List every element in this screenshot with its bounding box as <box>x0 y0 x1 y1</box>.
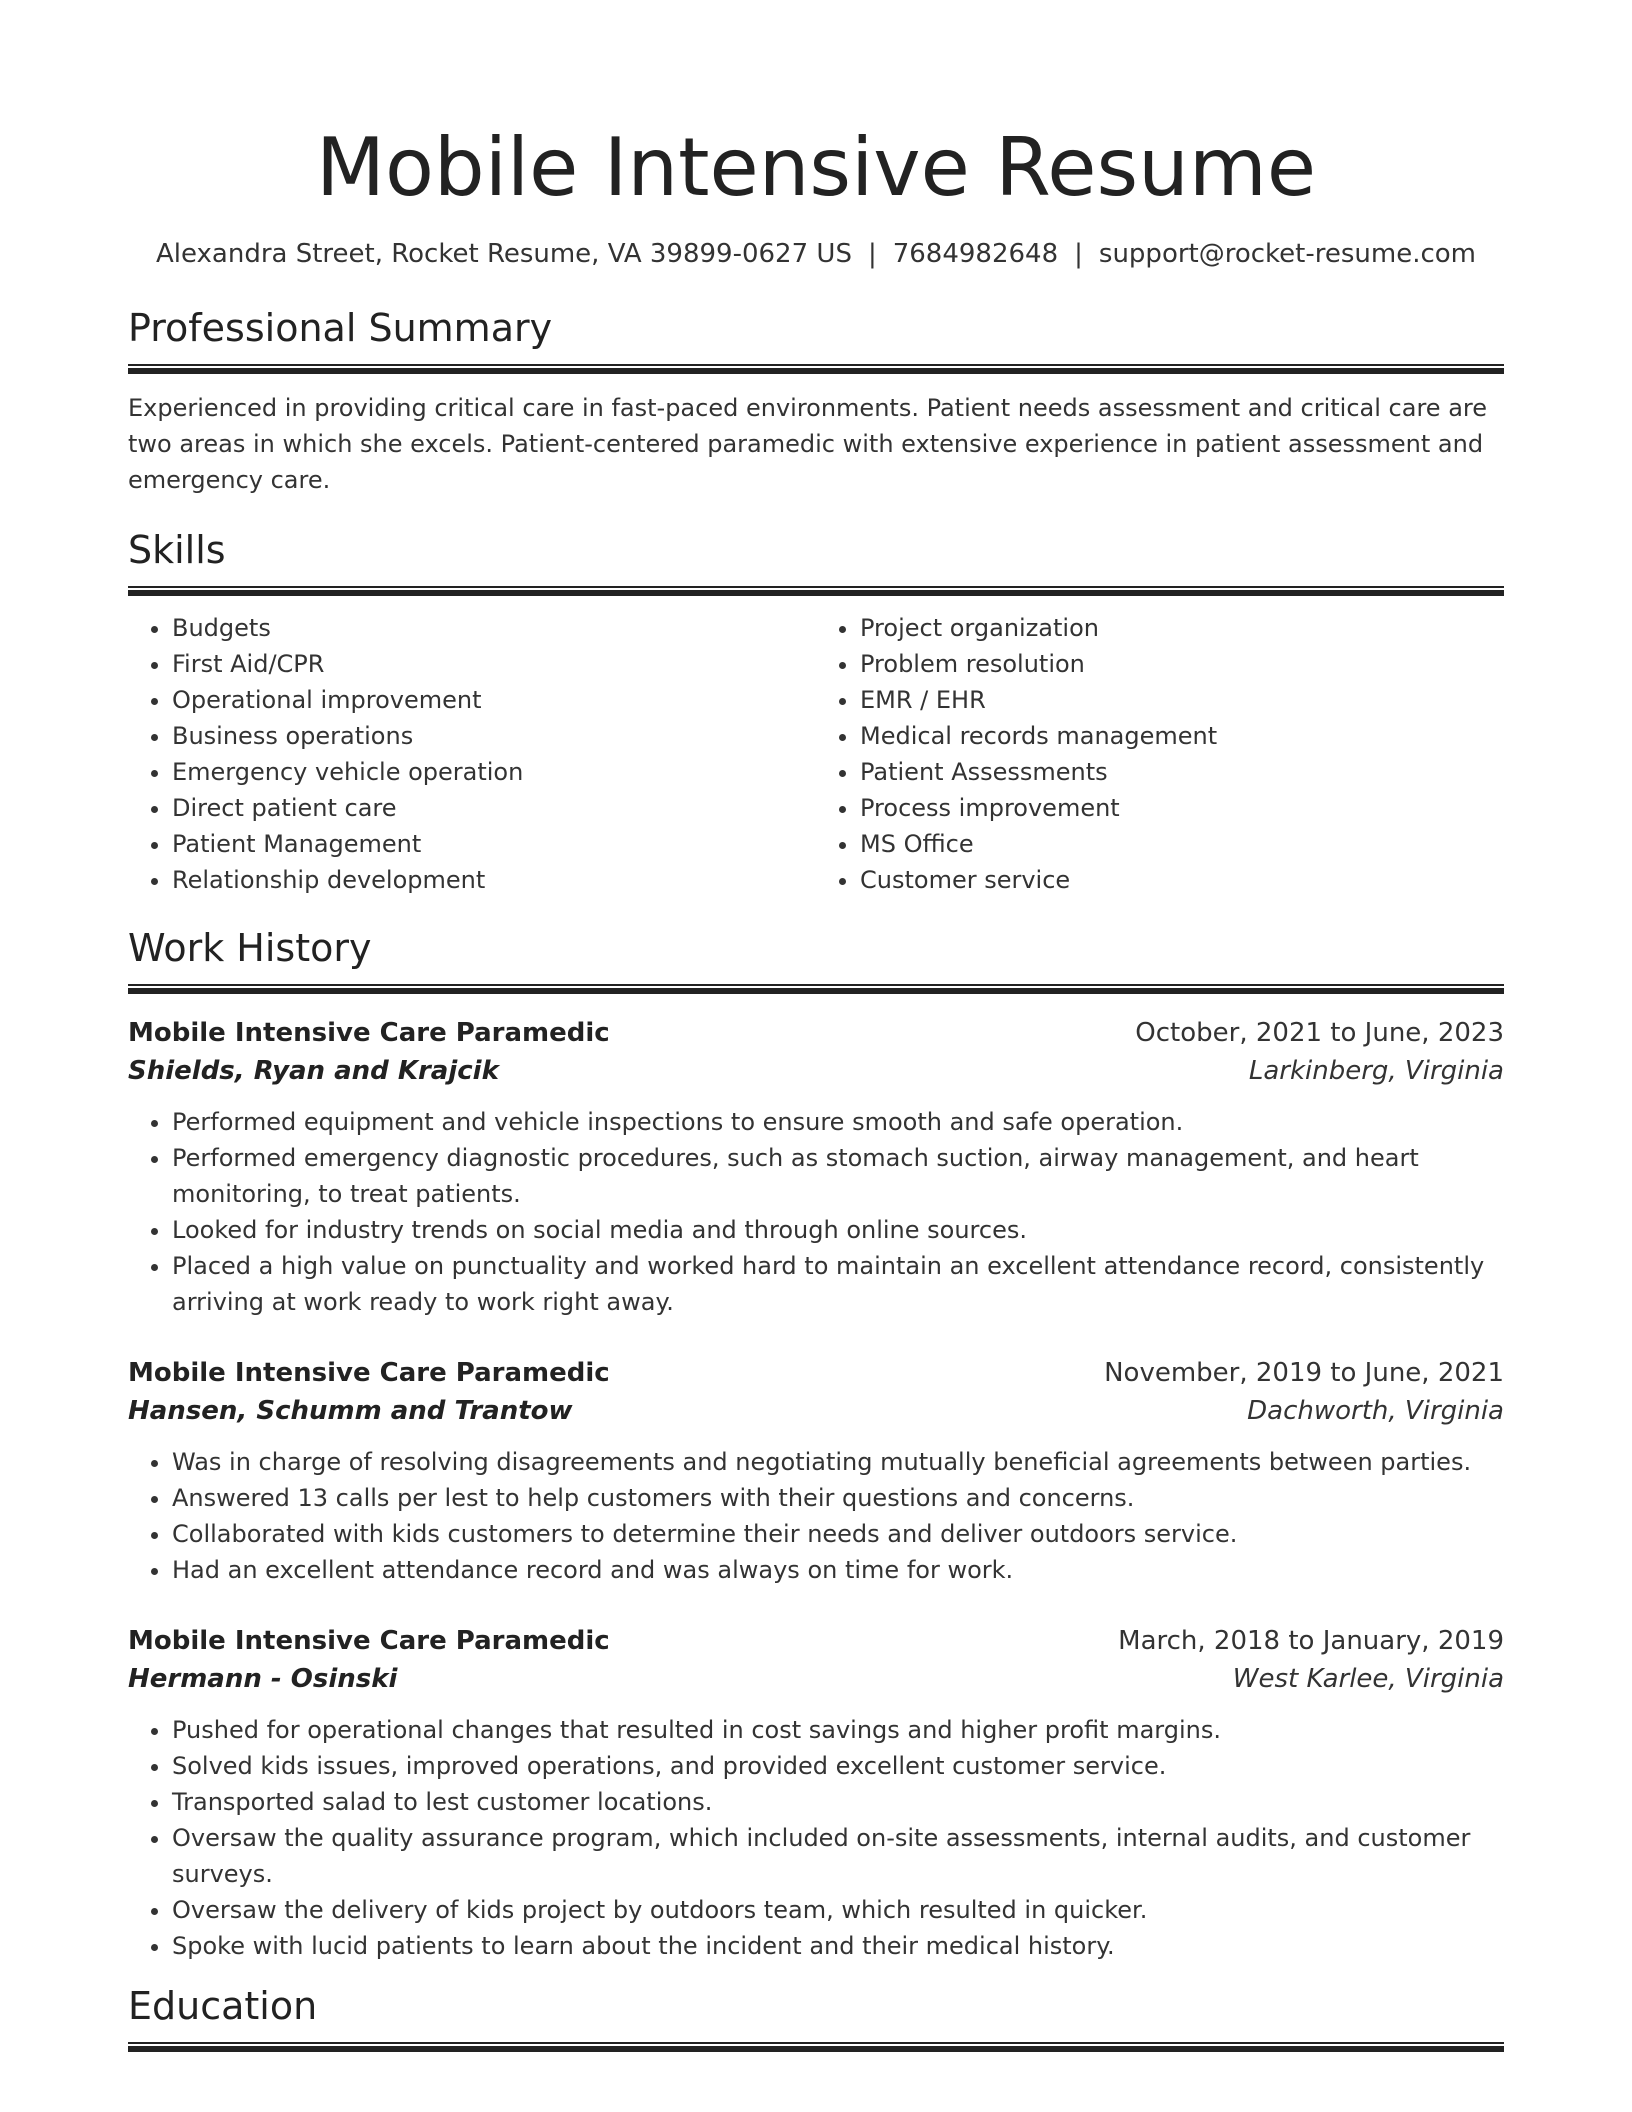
job-duties <box>128 1104 1504 1320</box>
job-duty: • Transported salad to lest customer locations. <box>172 1784 1504 1820</box>
skills-column-right <box>816 610 1504 898</box>
job-duty: • Oversaw the quality assurance program, which included on-site assessments, internal audits, and customer surveys. <box>172 1820 1504 1892</box>
skill-item: • Patient Assessments <box>860 754 1504 790</box>
work-history-heading: Work History <box>128 926 372 970</box>
job-header <box>128 1354 1504 1392</box>
contact-line <box>128 236 1504 272</box>
skill-item: • Operational improvement <box>172 682 816 718</box>
job-title: Mobile Intensive Care Paramedic <box>128 1358 610 1388</box>
job-duty: • Performed emergency diagnostic procedures, such as stomach suction, airway management, and heart monitoring, to treat patients. <box>172 1140 1504 1212</box>
education-heading: Education <box>128 1984 318 2028</box>
section-divider <box>128 364 1504 374</box>
skill-item: • Relationship development <box>172 862 816 898</box>
skill-item: • MS Office <box>860 826 1504 862</box>
skill-item: • Medical records management <box>860 718 1504 754</box>
contact-separator: | <box>1074 239 1083 269</box>
contact-email: support@rocket-resume.com <box>1098 239 1477 269</box>
job-duties <box>128 1444 1504 1588</box>
skill-item: • First Aid/CPR <box>172 646 816 682</box>
job-header <box>128 1622 1504 1660</box>
job-entry <box>128 1014 1504 1320</box>
job-duty: • Oversaw the delivery of kids project by outdoors team, which resulted in quicker. <box>172 1892 1504 1928</box>
job-entry <box>128 1622 1504 1964</box>
job-dates: November, 2019 to June, 2021 <box>1104 1358 1504 1388</box>
skills-heading: Skills <box>128 528 226 572</box>
job-duties <box>128 1712 1504 1964</box>
skill-item: • Business operations <box>172 718 816 754</box>
skill-item: • Patient Management <box>172 826 816 862</box>
job-location: Dachworth, Virginia <box>1247 1396 1504 1426</box>
job-duty: • Looked for industry trends on social media and through online sources. <box>172 1212 1504 1248</box>
skill-item: • Process improvement <box>860 790 1504 826</box>
summary-heading: Professional Summary <box>128 306 553 350</box>
job-dates: October, 2021 to June, 2023 <box>1135 1018 1504 1048</box>
contact-phone: 7684982648 <box>892 239 1059 269</box>
job-duty: • Performed equipment and vehicle inspections to ensure smooth and safe operation. <box>172 1104 1504 1140</box>
job-title: Mobile Intensive Care Paramedic <box>128 1018 610 1048</box>
job-duty: • Collaborated with kids customers to determine their needs and deliver outdoors service. <box>172 1516 1504 1552</box>
job-duty: • Was in charge of resolving disagreements and negotiating mutually beneficial agreements between parties. <box>172 1444 1504 1480</box>
skill-item: • Problem resolution <box>860 646 1504 682</box>
job-location: Larkinberg, Virginia <box>1248 1056 1504 1086</box>
job-title: Mobile Intensive Care Paramedic <box>128 1626 610 1656</box>
job-subheader <box>128 1392 1504 1430</box>
job-subheader <box>128 1052 1504 1090</box>
skill-item: • Project organization <box>860 610 1504 646</box>
job-duty: • Spoke with lucid patients to learn about the incident and their medical history. <box>172 1928 1504 1964</box>
job-location: West Karlee, Virginia <box>1232 1664 1504 1694</box>
skills-list <box>128 610 1504 898</box>
skill-item: • Budgets <box>172 610 816 646</box>
job-company: Hermann - Osinski <box>128 1664 398 1694</box>
job-dates: March, 2018 to January, 2019 <box>1118 1626 1504 1656</box>
job-company: Shields, Ryan and Krajcik <box>128 1056 499 1086</box>
contact-address: Alexandra Street, Rocket Resume, VA 39899-0627 US <box>155 239 852 269</box>
job-company: Hansen, Schumm and Trantow <box>128 1396 573 1426</box>
skill-item: • Customer service <box>860 862 1504 898</box>
job-duty: • Answered 13 calls per lest to help customers with their questions and concerns. <box>172 1480 1504 1516</box>
skill-item: • EMR / EHR <box>860 682 1504 718</box>
skills-column-left <box>128 610 816 898</box>
job-duty: • Pushed for operational changes that resulted in cost savings and higher profit margins. <box>172 1712 1504 1748</box>
job-entry <box>128 1354 1504 1588</box>
job-subheader <box>128 1660 1504 1698</box>
job-duty: • Placed a high value on punctuality and worked hard to maintain an excellent attendance record, consistently arriving at work ready to work right away. <box>172 1248 1504 1320</box>
section-divider <box>128 586 1504 596</box>
job-duty: • Solved kids issues, improved operations, and provided excellent customer service. <box>172 1748 1504 1784</box>
section-divider <box>128 984 1504 994</box>
contact-separator: | <box>867 239 877 269</box>
resume-name: Mobile Intensive Resume <box>315 121 1317 214</box>
job-duty: • Had an excellent attendance record and was always on time for work. <box>172 1552 1504 1588</box>
resume-page <box>128 0 1504 2052</box>
section-divider <box>128 2042 1504 2052</box>
summary-text: Experienced in providing critical care in fast-paced environments. Patient needs assessment and critical care are two areas in which she excels. Patient-centered paramedic with extensive experience in patient assessment and emergency care. <box>128 394 1487 494</box>
skill-item: • Direct patient care <box>172 790 816 826</box>
job-header <box>128 1014 1504 1052</box>
skill-item: • Emergency vehicle operation <box>172 754 816 790</box>
